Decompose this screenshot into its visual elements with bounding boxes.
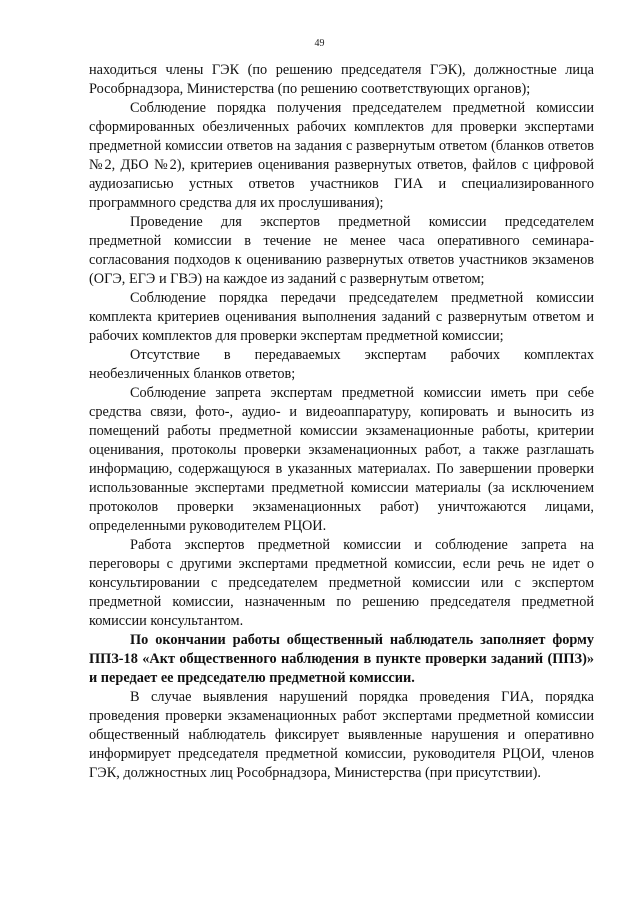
paragraph-expert-work: Работа экспертов предметной комиссии и соблюдение запрета на переговоры с другими экспертами предметной комиссии, если речь не идет о консультировании с председателем предметной комиссии или с экспертом предметной комиссии, назначенным по решению председателя предметной комиссии консультантом. (89, 537, 594, 629)
paragraph-materials-receipt: Соблюдение порядка получения председателем предметной комиссии сформированных обезличенных рабочих комплектов для проверки экспертами предметной комиссии ответов на задания с развернутым ответом (бланков ответов №2, ДБО №2), критериев оценивания развернутых ответов, файлов с цифровой аудиозаписью устных ответов участников ГИА и специализированного программного средства для их прослушивания); (89, 100, 594, 211)
page-number: 49 (314, 38, 325, 49)
paragraph-no-personal-forms: Отсутствие в передаваемых экспертам рабочих комплектах необезличенных бланков ответов; (89, 347, 594, 382)
paragraph-communication-ban: Соблюдение запрета экспертам предметной комиссии иметь при себе средства связи, фото-, аудио- и видеоаппаратуру, копировать и выносить из помещений работы предметной комиссии экзаменационные работы, критерии оценивания, протоколы проверки экзаменационных работ, а также разглашать информацию, содержащуюся в указанных материалах. По завершении проверки использованные экспертами предметной комиссии материалы (за исключением протоколов проверки экзаменационных работ) уничтожаются лицами, определенными руководителем РЦОИ. (89, 385, 594, 534)
paragraph-continuation: находиться члены ГЭК (по решению председателя ГЭК), должностные лица Рособрнадзора, Министерства (по решению соответствующих органов); (89, 62, 594, 97)
paragraph-criteria-transfer: Соблюдение порядка передачи председателем предметной комиссии комплекта критериев оценивания выполнения заданий с развернутым ответом и рабочих комплектов для проверки экспертам предметной комиссии; (89, 290, 594, 344)
paragraph-violations: В случае выявления нарушений порядка проведения ГИА, порядка проведения проверки экзаменационных работ экспертами предметной комиссии общественный наблюдатель фиксирует выявленные нарушения и оперативно информирует председателя предметной комиссии, руководителя РЦОИ, членов ГЭК, должностных лиц Рособрнадзора, Министерства (при присутствии). (89, 689, 594, 781)
body-text (89, 61, 594, 783)
paragraph-form-ppz18: По окончании работы общественный наблюдатель заполняет форму ППЗ-18 «Акт общественного наблюдения в пункте проверки заданий (ППЗ)» и передает ее председателю предметной комиссии. (89, 632, 594, 686)
paragraph-seminar: Проведение для экспертов предметной комиссии председателем предметной комиссии в течение не менее часа оперативного семинара-согласования подходов к оцениванию развернутых ответов участников экзаменов (ОГЭ, ЕГЭ и ГВЭ) на каждое из заданий с развернутым ответом; (89, 214, 594, 287)
